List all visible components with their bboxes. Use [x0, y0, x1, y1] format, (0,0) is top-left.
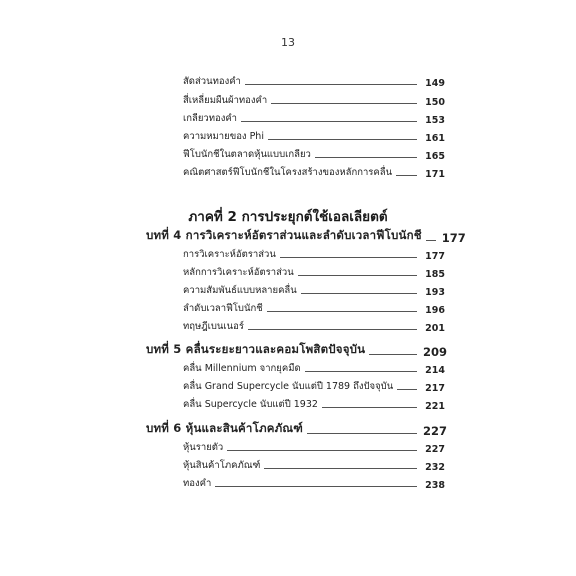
toc-entry — [183, 145, 445, 162]
leader-line — [271, 103, 417, 104]
toc-entry-page: 232 — [425, 462, 445, 473]
toc-entry-label: คลื่น Supercycle นับแต่ปี 1932 — [183, 399, 318, 410]
toc-entry-label: ลำดับเวลาฟีโบนักชี — [183, 303, 263, 314]
leader-line — [267, 311, 417, 312]
toc-entry — [183, 109, 445, 126]
toc-entry-label: หลักการวิเคราะห์อัตราส่วน — [183, 267, 294, 278]
toc-entry — [183, 456, 445, 473]
toc-entry — [183, 359, 445, 376]
toc-entry-label: คลื่น Grand Supercycle นับแต่ปี 1789 ถึงปัจจุบัน — [183, 381, 394, 392]
leader-line — [426, 240, 436, 241]
toc-entry — [183, 474, 445, 491]
toc-entry-label: ทฤษฎีเบนเนอร์ — [183, 321, 244, 332]
leader-line — [245, 84, 417, 85]
toc-entry — [183, 281, 445, 298]
chapter-title: บทที่ 6 หุ้นและสินค้าโภคภัณฑ์ — [146, 421, 304, 435]
leader-line — [301, 293, 417, 294]
toc-entry-page: 214 — [425, 365, 445, 376]
toc-entry — [183, 163, 445, 180]
toc-entry-label: หุ้นรายตัว — [183, 442, 224, 453]
chapter-title: บทที่ 5 คลื่นระยะยาวและคอมโพสิตปัจจุบัน — [146, 342, 366, 356]
toc-entry-label: ความหมายของ Phi — [183, 131, 264, 142]
leader-line — [305, 371, 417, 372]
leader-line — [215, 486, 417, 487]
leader-line — [307, 433, 417, 434]
toc-entry-label: ความสัมพันธ์แบบหลายคลื่น — [183, 285, 297, 296]
leader-line — [241, 121, 417, 122]
leader-line — [315, 157, 417, 158]
chapter-entry — [146, 340, 448, 359]
toc-entry-label: สัดส่วนทองคำ — [183, 76, 241, 87]
leader-line — [369, 354, 417, 355]
toc-entry-label: เกลียวทองคำ — [183, 113, 238, 124]
toc-entry-label: คณิตศาสตร์ฟีโบนักชีในโครงสร้างของหลักการคลื่น — [183, 167, 393, 178]
toc-entry-page: 177 — [425, 251, 445, 262]
toc-entry-page: 185 — [425, 269, 445, 280]
toc-entry-label: ทองคำ — [183, 478, 212, 489]
toc-entry-page: 161 — [425, 133, 445, 144]
toc-entry-page: 221 — [425, 401, 445, 412]
chapter-page: 209 — [423, 345, 448, 359]
toc-entry — [183, 438, 445, 455]
chapter-title: บทที่ 4 การวิเคราะห์อัตราส่วนและลำดับเวลาฟีโบนักชี — [146, 228, 422, 242]
toc-entry-label: ฟีโบนักชีในตลาดหุ้นแบบเกลียว — [183, 149, 311, 160]
toc-entry-page: 149 — [425, 78, 445, 89]
toc-entry-page: 227 — [425, 444, 445, 455]
toc-entry-page: 165 — [425, 151, 445, 162]
toc-entry — [183, 377, 445, 394]
toc-entry-page: 193 — [425, 287, 445, 298]
toc-entry — [183, 395, 445, 412]
toc-entry-page: 217 — [425, 383, 445, 394]
toc-entry — [183, 263, 445, 280]
leader-line — [280, 257, 417, 258]
toc-entry — [183, 245, 445, 262]
leader-line — [264, 468, 417, 469]
leader-line — [268, 139, 417, 140]
leader-line — [396, 175, 417, 176]
toc-entry-page: 153 — [425, 115, 445, 126]
leader-line — [248, 329, 417, 330]
chapter-page: 177 — [441, 231, 466, 245]
toc-entry-page: 150 — [425, 97, 445, 108]
toc-entry — [183, 127, 445, 144]
leader-line — [298, 275, 417, 276]
toc-entry-page: 196 — [425, 305, 445, 316]
toc-entry-page: 201 — [425, 323, 445, 334]
toc-entry-label: คลื่น Millennium จากยุคมืด — [183, 363, 301, 374]
chapter-entry — [146, 226, 466, 245]
toc-entry-page: 238 — [425, 480, 445, 491]
leader-line — [397, 389, 417, 390]
part-heading: ภาคที่ 2 การประยุกต์ใช้เอลเลียตต์ — [188, 209, 388, 225]
toc-entry-page: 171 — [425, 169, 445, 180]
chapter-page: 227 — [423, 424, 448, 438]
toc-entry — [183, 72, 445, 89]
toc-entry — [183, 299, 445, 316]
page-number: 13 — [281, 36, 295, 49]
toc-entry-label: การวิเคราะห์อัตราส่วน — [183, 249, 276, 260]
toc-entry — [183, 317, 445, 334]
leader-line — [227, 450, 417, 451]
leader-line — [322, 407, 417, 408]
chapter-entry — [146, 419, 448, 438]
toc-entry-label: หุ้นสินค้าโภคภัณฑ์ — [183, 460, 261, 471]
toc-entry-label: สี่เหลี่ยมผืนผ้าทองคำ — [183, 95, 268, 106]
toc-entry — [183, 91, 445, 108]
